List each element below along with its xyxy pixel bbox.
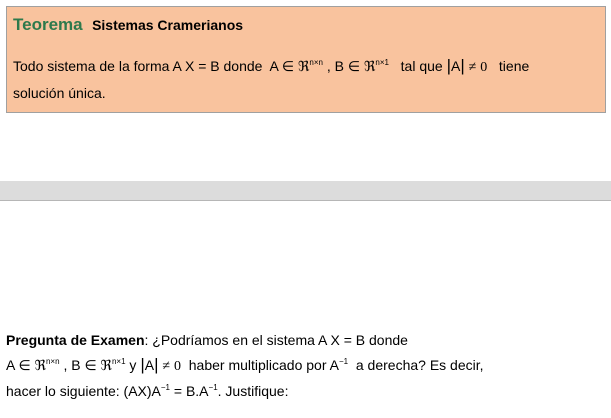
abs-bar-left: |	[446, 56, 452, 75]
real-set-symbol: ℜ	[34, 358, 46, 374]
colon: :	[144, 332, 149, 348]
theorem-statement-line1	[13, 58, 529, 76]
inverse-exponent: −1	[208, 383, 218, 392]
inverse-exponent: −1	[160, 383, 170, 392]
abs-bar-right: |	[154, 355, 159, 374]
expr-A: A	[151, 383, 161, 399]
comma: ,	[63, 357, 68, 373]
abs-bar-left: |	[140, 355, 145, 374]
statement-intro: Todo sistema de la forma A X = B donde	[13, 58, 263, 74]
tal-que-text: tal que	[400, 58, 443, 74]
tiene-text: tiene	[498, 58, 530, 74]
math-B: B	[71, 357, 81, 373]
math-B: B	[334, 58, 345, 74]
question-text: ¿Podríamos en el sistema A X = B donde	[152, 332, 408, 348]
dimension-nx1: n×1	[111, 357, 126, 366]
element-of-symbol: ∈	[281, 60, 295, 75]
comma: ,	[326, 58, 331, 74]
theorem-statement-line2: solución única.	[13, 85, 106, 101]
theorem-header	[13, 15, 243, 35]
section-divider	[0, 181, 611, 201]
dimension-nx1: n×1	[375, 58, 389, 67]
dimension-nxn: n×n	[45, 357, 60, 366]
expr-paren: (AX)	[123, 383, 152, 399]
zero: 0	[480, 60, 488, 75]
real-set-symbol: ℜ	[298, 59, 310, 75]
question-line1	[6, 332, 408, 348]
abs-bar-right: |	[460, 56, 465, 75]
a-derecha-text: a derecha? Es decir,	[355, 357, 484, 373]
real-set-symbol: ℜ	[364, 59, 376, 75]
question-line2	[6, 357, 484, 375]
dimension-nxn: n×n	[309, 58, 323, 67]
justifique-text: . Justifique:	[217, 383, 289, 399]
not-equal-symbol: ≠	[162, 359, 171, 374]
theorem-title: Sistemas Cramerianos	[92, 17, 244, 33]
element-of-symbol: ∈	[84, 359, 97, 374]
math-A: A	[269, 58, 279, 74]
hacer-text: hacer lo siguiente:	[6, 383, 120, 399]
real-set-symbol: ℜ	[100, 358, 112, 374]
haber-text: haber multiplicado por	[188, 357, 327, 373]
inverse-A: A	[329, 357, 339, 373]
inverse-exponent: −1	[338, 357, 349, 366]
zero: 0	[173, 359, 181, 374]
math-A: A	[6, 357, 15, 373]
element-of-symbol: ∈	[347, 60, 361, 75]
element-of-symbol: ∈	[18, 359, 31, 374]
y-text: y	[129, 357, 137, 373]
theorem-label: Teorema	[13, 15, 83, 34]
determinant-A: A	[144, 357, 155, 373]
theorem-box	[6, 6, 606, 113]
expr-equals: = B.A	[173, 383, 209, 399]
question-line3	[6, 383, 288, 399]
question-label: Pregunta de Examen	[6, 332, 145, 348]
not-equal-symbol: ≠	[468, 60, 477, 75]
determinant-A: A	[451, 58, 461, 74]
